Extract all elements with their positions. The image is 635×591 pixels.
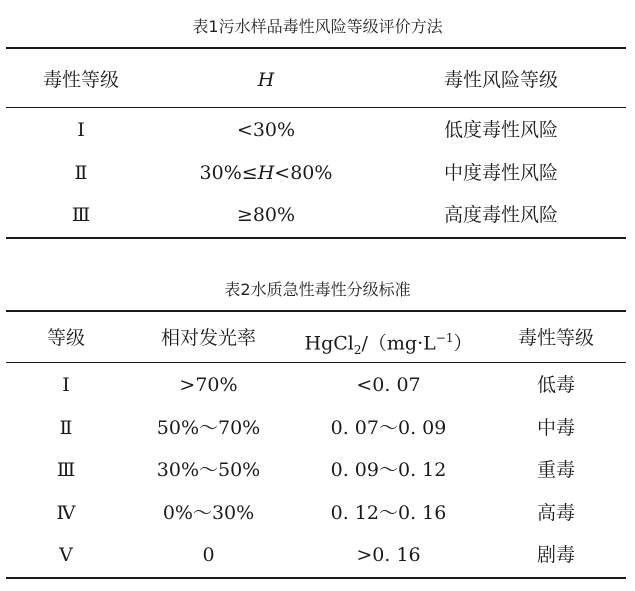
- table1-header-row: [6, 60, 626, 100]
- table2-cell-hgcl2: <0. 07: [356, 374, 421, 396]
- table2-cell-luminescence: 50%～70%: [156, 417, 261, 439]
- table2-header-row: [6, 318, 626, 358]
- table1-header-risk: 毒性风险等级: [443, 69, 558, 91]
- table2-row: [6, 450, 626, 490]
- table2-header-luminescence: 相对发光率: [160, 327, 256, 349]
- table1-cell-h: 30%≤H<80%: [199, 162, 333, 184]
- table1-cell-grade: Ⅱ: [74, 162, 88, 184]
- table2-cell-hgcl2: 0. 07～0. 09: [330, 417, 447, 439]
- table2-caption: 表2水质急性毒性分级标准: [224, 280, 411, 299]
- table2-header-toxicity: 毒性等级: [517, 327, 594, 349]
- table2-row: [6, 535, 626, 575]
- table2-header-grade: 等级: [46, 327, 85, 349]
- table2-cell-grade: Ⅱ: [59, 417, 73, 439]
- table1-bottom-rule: [6, 237, 626, 239]
- table2-cell-grade: Ⅰ: [62, 374, 70, 396]
- table1-header-grade: 毒性等级: [42, 69, 119, 91]
- table2-cell-hgcl2: >0. 16: [356, 544, 421, 566]
- table1-row: [6, 110, 626, 150]
- table2-cell-toxicity: 高毒: [536, 502, 575, 524]
- table1-row: [6, 153, 626, 193]
- table1-cell-grade: Ⅲ: [71, 204, 91, 226]
- table1-header-h: H: [257, 69, 275, 91]
- table2-cell-toxicity: 低毒: [536, 374, 575, 396]
- table2-row: [6, 493, 626, 533]
- table2-cell-grade: Ⅳ: [56, 502, 76, 524]
- table1-cell-h: <30%: [236, 119, 296, 141]
- table2-cell-luminescence: >70%: [179, 374, 238, 396]
- table1-cell-h: ≥80%: [236, 204, 296, 226]
- table2-cell-hgcl2: 0. 09～0. 12: [330, 459, 447, 481]
- table2-cell-toxicity: 中毒: [536, 417, 575, 439]
- table2-cell-luminescence: 30%～50%: [156, 459, 261, 481]
- table2-cell-luminescence: 0: [202, 544, 215, 566]
- table1-row: [6, 195, 626, 235]
- table2-row: [6, 365, 626, 405]
- table2-cell-hgcl2: 0. 12～0. 16: [330, 502, 447, 524]
- table1-cell-risk: 高度毒性风险: [443, 204, 558, 226]
- table2-row: [6, 408, 626, 448]
- table1-caption: 表1污水样品毒性风险等级评价方法: [192, 17, 443, 36]
- table2-cell-luminescence: 0%～30%: [162, 502, 255, 524]
- table2-cell-toxicity: 剧毒: [536, 544, 575, 566]
- table2-bottom-rule: [6, 577, 626, 579]
- table1-cell-grade: Ⅰ: [77, 119, 85, 141]
- table1-header-rule: [6, 107, 626, 108]
- table2-cell-grade: Ⅴ: [59, 544, 73, 566]
- table2-cell-toxicity: 重毒: [536, 459, 575, 481]
- table2-header-rule: [6, 362, 626, 363]
- table1-cell-risk: 低度毒性风险: [443, 119, 558, 141]
- table2-top-rule: [6, 310, 626, 312]
- table2-cell-grade: Ⅲ: [56, 459, 76, 481]
- table1-top-rule: [6, 47, 626, 49]
- table1-cell-risk: 中度毒性风险: [443, 162, 558, 184]
- table2-header-hgcl2: $HgCl_2/(mg\cdot L^{-1})$: [304, 331, 473, 358]
